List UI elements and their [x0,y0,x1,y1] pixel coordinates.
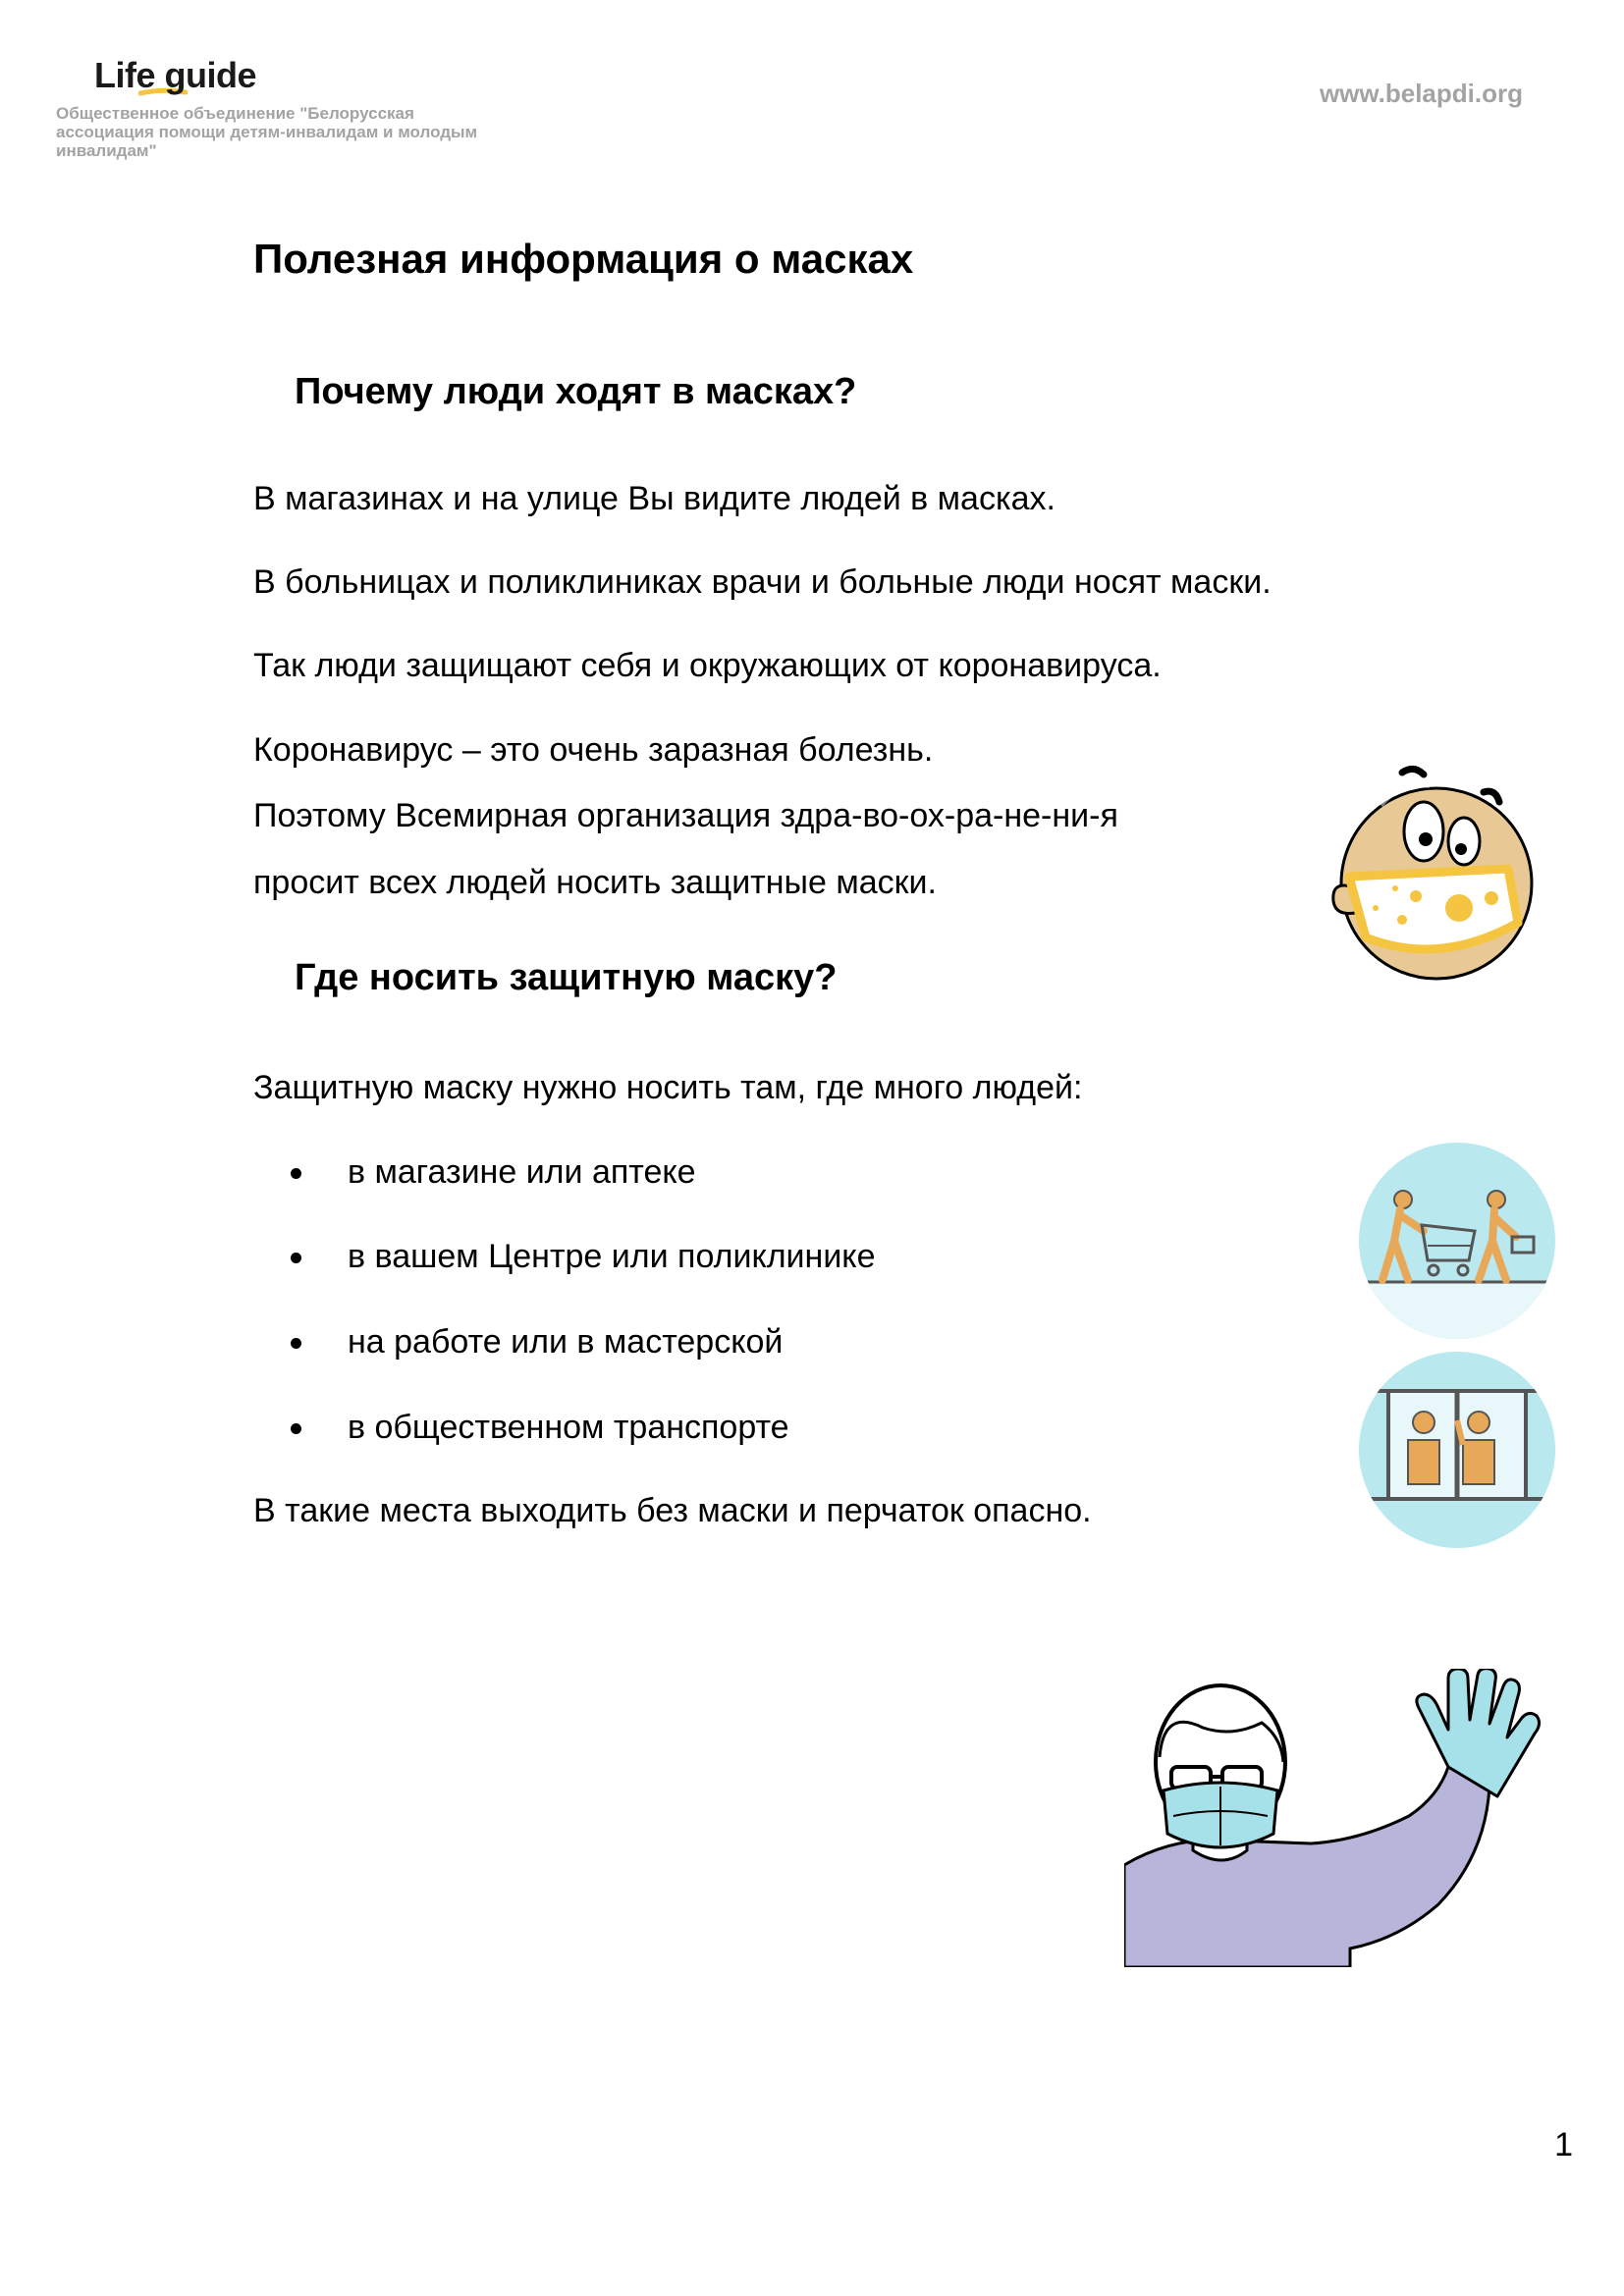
masked-virus-illustration [1312,761,1561,996]
page-title: Полезная информация о масках [253,236,914,282]
paragraph: Коронавирус – это очень заразная болезнь. [253,731,934,769]
paragraph: В магазинах и на улице Вы видите людей в масках. [253,480,1056,517]
paragraph: Так люди защищают себя и окружающих от коронавируса. [253,647,1162,684]
shopping-people-icon [1359,1143,1555,1339]
bullet-icon [291,1168,301,1179]
section-heading-why: Почему люди ходят в масках? [295,371,857,412]
list-item-text: в общественном транспорте [348,1409,789,1446]
organization-name: Общественное объединение "Белорусская ассоциация помощи детям-инвалидам и молодым инвалидам" [56,104,478,160]
paragraph: просит всех людей носить защитные маски. [253,864,937,901]
page-number: 1 [1554,2126,1573,2163]
public-transport-icon [1359,1352,1555,1548]
paragraph-intro: Защитную маску нужно носить там, где много людей: [253,1069,1083,1106]
paragraph-conclusion: В такие места выходить без маски и перчаток опасно. [253,1492,1092,1529]
bullet-icon [291,1338,301,1349]
paragraph: В больницах и поликлиниках врачи и больные люди носят маски. [253,563,1272,601]
section-heading-where: Где носить защитную маску? [295,957,838,998]
paragraph: Поэтому Всемирная организация здра-во-ох-ра-не-ни-я [253,797,1118,834]
masked-person-waving-illustration [1124,1669,1558,1967]
logo [94,55,256,96]
list-item-text: в магазине или аптеке [348,1153,696,1191]
list-item-text: в вашем Центре или поликлинике [348,1238,876,1275]
bullet-icon [291,1423,301,1434]
site-url[interactable]: www.belapdi.org [1319,79,1523,108]
bullet-icon [291,1253,301,1263]
logo-text: Life guide [94,55,256,95]
list-item-text: на работе или в мастерской [348,1323,784,1361]
